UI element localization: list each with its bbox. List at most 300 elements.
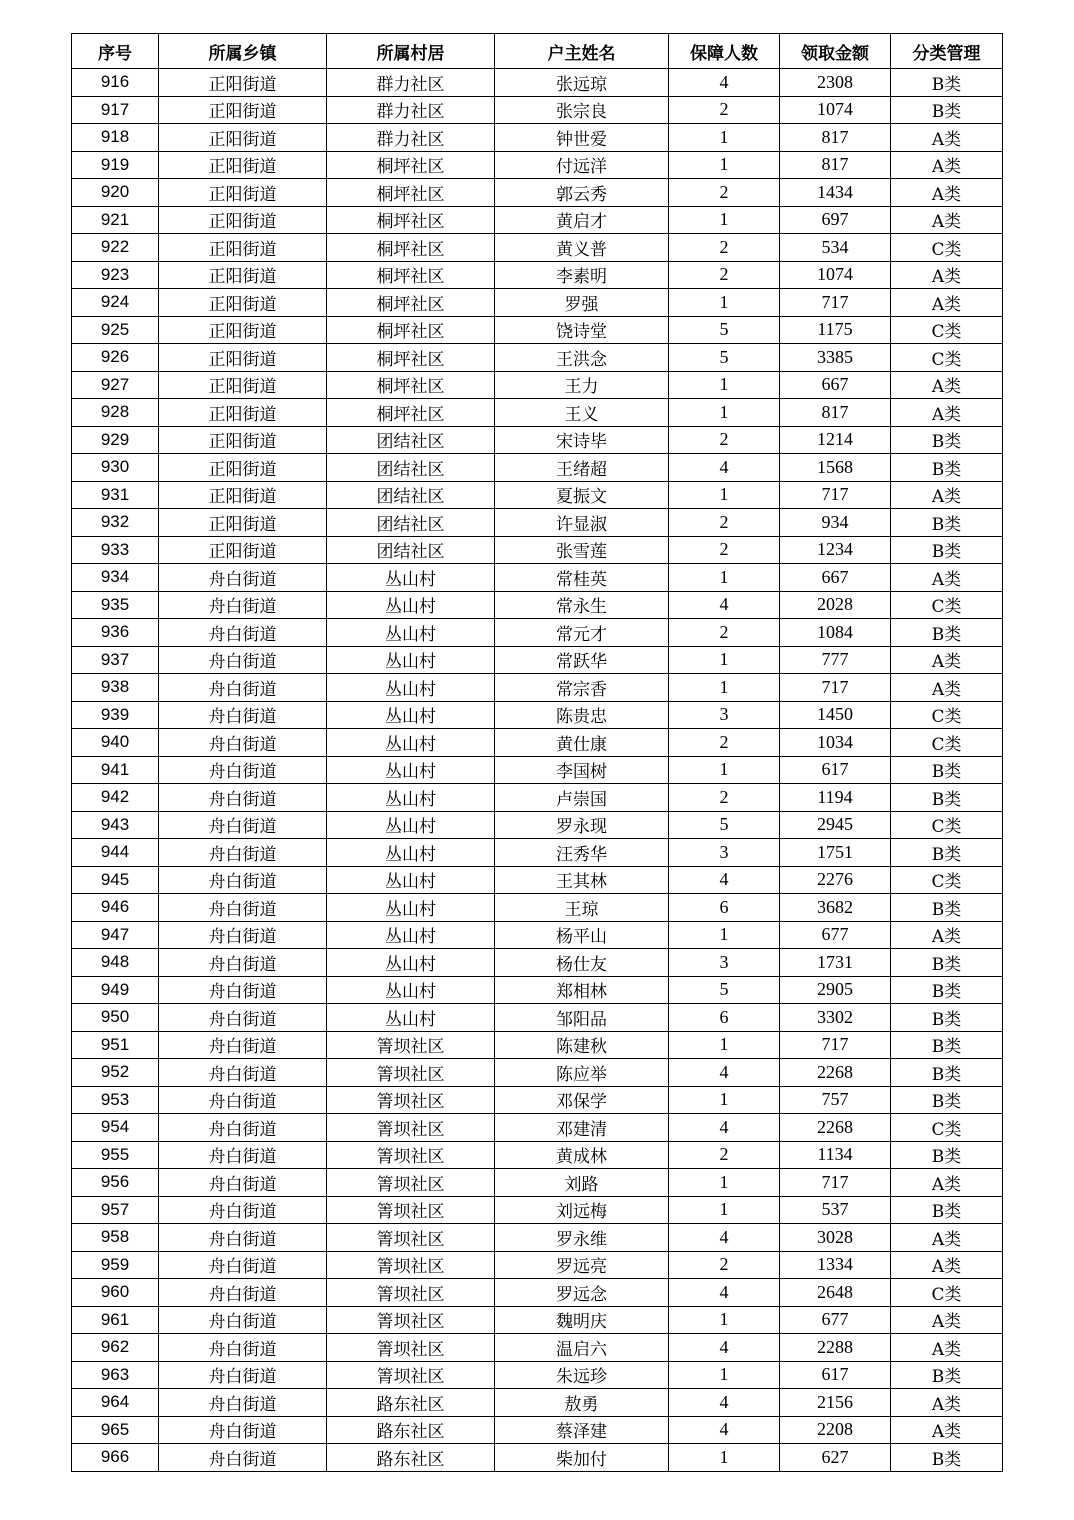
serial-no-cell: 963 — [72, 1361, 159, 1389]
category-cell: A类 — [891, 481, 1003, 509]
amount-cell: 2308 — [780, 69, 891, 97]
amount-cell: 1434 — [780, 179, 891, 207]
table-row — [72, 1114, 1003, 1142]
serial-no-cell: 927 — [72, 371, 159, 399]
amount-cell: 627 — [780, 1444, 891, 1472]
household-head-cell: 蔡泽建 — [495, 1416, 669, 1444]
amount-cell: 2945 — [780, 811, 891, 839]
table-row — [72, 646, 1003, 674]
category-cell: A类 — [891, 921, 1003, 949]
serial-no-cell: 922 — [72, 234, 159, 262]
village-cell: 丛山村 — [327, 839, 495, 867]
village-cell: 丛山村 — [327, 591, 495, 619]
household-head-cell: 黄启才 — [495, 206, 669, 234]
township-cell: 正阳街道 — [159, 371, 327, 399]
table-row — [72, 69, 1003, 97]
township-cell: 舟白街道 — [159, 949, 327, 977]
people-count-cell: 2 — [669, 1141, 780, 1169]
household-head-cell: 常宗香 — [495, 674, 669, 702]
serial-no-cell: 939 — [72, 701, 159, 729]
category-cell: B类 — [891, 619, 1003, 647]
table-row — [72, 866, 1003, 894]
table-row — [72, 234, 1003, 262]
amount-cell: 717 — [780, 481, 891, 509]
household-head-cell: 常永生 — [495, 591, 669, 619]
township-cell: 舟白街道 — [159, 564, 327, 592]
amount-cell: 1074 — [780, 96, 891, 124]
household-head-cell: 钟世爱 — [495, 124, 669, 152]
household-head-cell: 黄仕康 — [495, 729, 669, 757]
table-row — [72, 976, 1003, 1004]
amount-cell: 2648 — [780, 1279, 891, 1307]
township-cell: 舟白街道 — [159, 1196, 327, 1224]
table-row — [72, 756, 1003, 784]
amount-cell: 817 — [780, 124, 891, 152]
category-cell: C类 — [891, 1279, 1003, 1307]
serial-no-cell: 938 — [72, 674, 159, 702]
category-cell: B类 — [891, 1059, 1003, 1087]
village-cell: 桐坪社区 — [327, 261, 495, 289]
people-count-cell: 1 — [669, 921, 780, 949]
household-head-cell: 李国树 — [495, 756, 669, 784]
amount-cell: 1751 — [780, 839, 891, 867]
serial-no-cell: 953 — [72, 1086, 159, 1114]
serial-no-cell: 964 — [72, 1389, 159, 1417]
table-row — [72, 509, 1003, 537]
township-cell: 正阳街道 — [159, 481, 327, 509]
village-cell: 丛山村 — [327, 921, 495, 949]
serial-no-cell: 918 — [72, 124, 159, 152]
category-cell: A类 — [891, 674, 1003, 702]
township-cell: 舟白街道 — [159, 729, 327, 757]
people-count-cell: 6 — [669, 1004, 780, 1032]
category-cell: A类 — [891, 1306, 1003, 1334]
serial-no-cell: 947 — [72, 921, 159, 949]
township-cell: 舟白街道 — [159, 921, 327, 949]
people-count-cell: 4 — [669, 1114, 780, 1142]
village-cell: 群力社区 — [327, 124, 495, 152]
people-count-cell: 2 — [669, 1251, 780, 1279]
table-row — [72, 261, 1003, 289]
people-count-cell: 5 — [669, 316, 780, 344]
household-head-cell: 黄成林 — [495, 1141, 669, 1169]
table-row — [72, 316, 1003, 344]
household-head-cell: 温启六 — [495, 1334, 669, 1362]
category-cell: A类 — [891, 206, 1003, 234]
household-head-cell: 黄义普 — [495, 234, 669, 262]
serial-no-cell: 944 — [72, 839, 159, 867]
serial-no-cell: 928 — [72, 399, 159, 427]
amount-cell: 1450 — [780, 701, 891, 729]
village-cell: 丛山村 — [327, 976, 495, 1004]
table-row — [72, 399, 1003, 427]
table-row — [72, 206, 1003, 234]
serial-no-cell: 941 — [72, 756, 159, 784]
village-cell: 箐坝社区 — [327, 1306, 495, 1334]
category-cell: A类 — [891, 289, 1003, 317]
village-cell: 箐坝社区 — [327, 1169, 495, 1197]
township-cell: 正阳街道 — [159, 179, 327, 207]
amount-cell: 617 — [780, 756, 891, 784]
amount-cell: 1034 — [780, 729, 891, 757]
people-count-cell: 1 — [669, 1169, 780, 1197]
category-cell: B类 — [891, 96, 1003, 124]
township-cell: 舟白街道 — [159, 839, 327, 867]
people-count-cell: 1 — [669, 564, 780, 592]
village-cell: 箐坝社区 — [327, 1059, 495, 1087]
serial-no-cell: 923 — [72, 261, 159, 289]
township-cell: 舟白街道 — [159, 1086, 327, 1114]
household-head-cell: 杨平山 — [495, 921, 669, 949]
category-cell: A类 — [891, 1169, 1003, 1197]
category-cell: A类 — [891, 261, 1003, 289]
serial-no-cell: 933 — [72, 536, 159, 564]
table-row — [72, 454, 1003, 482]
category-cell: A类 — [891, 1334, 1003, 1362]
amount-cell: 1134 — [780, 1141, 891, 1169]
household-head-cell: 许显淑 — [495, 509, 669, 537]
table-row — [72, 1059, 1003, 1087]
category-cell: A类 — [891, 1389, 1003, 1417]
household-head-cell: 敖勇 — [495, 1389, 669, 1417]
amount-cell: 534 — [780, 234, 891, 262]
category-cell: A类 — [891, 1251, 1003, 1279]
people-count-cell: 4 — [669, 866, 780, 894]
amount-cell: 2268 — [780, 1114, 891, 1142]
village-cell: 桐坪社区 — [327, 234, 495, 262]
village-cell: 群力社区 — [327, 69, 495, 97]
village-cell: 团结社区 — [327, 454, 495, 482]
township-cell: 正阳街道 — [159, 124, 327, 152]
village-cell: 路东社区 — [327, 1416, 495, 1444]
table-row — [72, 1306, 1003, 1334]
village-cell: 丛山村 — [327, 949, 495, 977]
township-cell: 舟白街道 — [159, 866, 327, 894]
people-count-cell: 4 — [669, 591, 780, 619]
people-count-cell: 1 — [669, 646, 780, 674]
category-cell: B类 — [891, 426, 1003, 454]
amount-cell: 2268 — [780, 1059, 891, 1087]
people-count-cell: 1 — [669, 399, 780, 427]
people-count-cell: 5 — [669, 976, 780, 1004]
serial-no-cell: 916 — [72, 69, 159, 97]
household-head-cell: 邓建清 — [495, 1114, 669, 1142]
household-head-cell: 付远洋 — [495, 151, 669, 179]
serial-no-cell: 935 — [72, 591, 159, 619]
people-count-cell: 2 — [669, 784, 780, 812]
village-cell: 路东社区 — [327, 1389, 495, 1417]
village-cell: 丛山村 — [327, 756, 495, 784]
category-cell: B类 — [891, 784, 1003, 812]
village-cell: 团结社区 — [327, 426, 495, 454]
people-count-cell: 1 — [669, 289, 780, 317]
township-cell: 舟白街道 — [159, 1169, 327, 1197]
village-cell: 箐坝社区 — [327, 1224, 495, 1252]
serial-no-cell: 946 — [72, 894, 159, 922]
amount-cell: 617 — [780, 1361, 891, 1389]
township-cell: 舟白街道 — [159, 591, 327, 619]
village-cell: 团结社区 — [327, 481, 495, 509]
category-cell: B类 — [891, 1031, 1003, 1059]
amount-cell: 677 — [780, 921, 891, 949]
amount-cell: 3028 — [780, 1224, 891, 1252]
village-cell: 丛山村 — [327, 564, 495, 592]
category-cell: C类 — [891, 234, 1003, 262]
people-count-cell: 1 — [669, 1086, 780, 1114]
amount-cell: 3302 — [780, 1004, 891, 1032]
township-cell: 正阳街道 — [159, 316, 327, 344]
category-cell: C类 — [891, 811, 1003, 839]
household-head-cell: 王绪超 — [495, 454, 669, 482]
village-cell: 桐坪社区 — [327, 344, 495, 372]
township-cell: 舟白街道 — [159, 1141, 327, 1169]
village-cell: 丛山村 — [327, 811, 495, 839]
household-head-cell: 王洪念 — [495, 344, 669, 372]
township-cell: 正阳街道 — [159, 509, 327, 537]
serial-no-cell: 926 — [72, 344, 159, 372]
village-cell: 桐坪社区 — [327, 289, 495, 317]
serial-no-cell: 949 — [72, 976, 159, 1004]
household-head-cell: 罗远亮 — [495, 1251, 669, 1279]
household-head-cell: 郑相林 — [495, 976, 669, 1004]
people-count-cell: 2 — [669, 426, 780, 454]
township-cell: 舟白街道 — [159, 1361, 327, 1389]
township-cell: 正阳街道 — [159, 399, 327, 427]
serial-no-cell: 936 — [72, 619, 159, 647]
header-row — [72, 34, 1003, 69]
amount-cell: 677 — [780, 1306, 891, 1334]
township-cell: 正阳街道 — [159, 69, 327, 97]
amount-cell: 717 — [780, 289, 891, 317]
people-count-cell: 2 — [669, 536, 780, 564]
people-count-cell: 4 — [669, 1279, 780, 1307]
table-row — [72, 1004, 1003, 1032]
village-cell: 箐坝社区 — [327, 1141, 495, 1169]
village-cell: 丛山村 — [327, 619, 495, 647]
category-cell: C类 — [891, 316, 1003, 344]
people-count-cell: 2 — [669, 96, 780, 124]
people-count-cell: 4 — [669, 1416, 780, 1444]
people-count-cell: 1 — [669, 1361, 780, 1389]
category-cell: A类 — [891, 399, 1003, 427]
people-count-cell: 1 — [669, 206, 780, 234]
people-count-cell: 1 — [669, 756, 780, 784]
serial-no-cell: 940 — [72, 729, 159, 757]
household-head-cell: 邹阳品 — [495, 1004, 669, 1032]
table-row — [72, 591, 1003, 619]
serial-no-cell: 952 — [72, 1059, 159, 1087]
township-cell: 舟白街道 — [159, 756, 327, 784]
township-cell: 舟白街道 — [159, 646, 327, 674]
village-cell: 桐坪社区 — [327, 399, 495, 427]
township-cell: 正阳街道 — [159, 151, 327, 179]
amount-cell: 1084 — [780, 619, 891, 647]
people-count-cell: 1 — [669, 124, 780, 152]
serial-no-cell: 957 — [72, 1196, 159, 1224]
people-count-cell: 1 — [669, 1031, 780, 1059]
household-head-cell: 魏明庆 — [495, 1306, 669, 1334]
serial-no-cell: 965 — [72, 1416, 159, 1444]
category-cell: B类 — [891, 1004, 1003, 1032]
amount-cell: 1731 — [780, 949, 891, 977]
township-cell: 舟白街道 — [159, 1224, 327, 1252]
category-cell: B类 — [891, 1361, 1003, 1389]
amount-cell: 817 — [780, 151, 891, 179]
people-count-cell: 1 — [669, 674, 780, 702]
table-row — [72, 371, 1003, 399]
household-head-cell: 陈贵忠 — [495, 701, 669, 729]
township-cell: 正阳街道 — [159, 206, 327, 234]
household-head-cell: 刘路 — [495, 1169, 669, 1197]
amount-cell: 537 — [780, 1196, 891, 1224]
amount-cell: 2028 — [780, 591, 891, 619]
serial-no-cell: 950 — [72, 1004, 159, 1032]
household-head-cell: 陈应举 — [495, 1059, 669, 1087]
table-row — [72, 1031, 1003, 1059]
village-cell: 箐坝社区 — [327, 1114, 495, 1142]
serial-no-cell: 925 — [72, 316, 159, 344]
household-head-cell: 张远琼 — [495, 69, 669, 97]
township-cell: 舟白街道 — [159, 811, 327, 839]
table-row — [72, 784, 1003, 812]
amount-cell: 1334 — [780, 1251, 891, 1279]
table-row — [72, 1169, 1003, 1197]
category-cell: C类 — [891, 866, 1003, 894]
category-cell: B类 — [891, 1196, 1003, 1224]
people-count-cell: 2 — [669, 261, 780, 289]
table-row — [72, 1279, 1003, 1307]
amount-cell: 1234 — [780, 536, 891, 564]
amount-cell: 2905 — [780, 976, 891, 1004]
table-row — [72, 481, 1003, 509]
serial-no-cell: 934 — [72, 564, 159, 592]
table-row — [72, 344, 1003, 372]
header-village: 所属村居 — [327, 34, 495, 69]
people-count-cell: 2 — [669, 729, 780, 757]
township-cell: 正阳街道 — [159, 289, 327, 317]
table-row — [72, 96, 1003, 124]
village-cell: 桐坪社区 — [327, 151, 495, 179]
table-row — [72, 839, 1003, 867]
household-head-cell: 常桂英 — [495, 564, 669, 592]
table-row — [72, 289, 1003, 317]
serial-no-cell: 951 — [72, 1031, 159, 1059]
serial-no-cell: 930 — [72, 454, 159, 482]
category-cell: B类 — [891, 1086, 1003, 1114]
people-count-cell: 1 — [669, 1444, 780, 1472]
household-head-cell: 汪秀华 — [495, 839, 669, 867]
table-row — [72, 1224, 1003, 1252]
township-cell: 舟白街道 — [159, 1416, 327, 1444]
household-head-cell: 王其林 — [495, 866, 669, 894]
village-cell: 桐坪社区 — [327, 206, 495, 234]
serial-no-cell: 937 — [72, 646, 159, 674]
people-count-cell: 4 — [669, 1389, 780, 1417]
township-cell: 舟白街道 — [159, 894, 327, 922]
township-cell: 舟白街道 — [159, 1444, 327, 1472]
relief-roster-table — [71, 33, 1003, 1472]
township-cell: 舟白街道 — [159, 1114, 327, 1142]
table-row — [72, 1444, 1003, 1472]
table-row — [72, 949, 1003, 977]
serial-no-cell: 929 — [72, 426, 159, 454]
township-cell: 正阳街道 — [159, 454, 327, 482]
category-cell: B类 — [891, 839, 1003, 867]
household-head-cell: 饶诗堂 — [495, 316, 669, 344]
table-row — [72, 729, 1003, 757]
village-cell: 箐坝社区 — [327, 1334, 495, 1362]
category-cell: C类 — [891, 1114, 1003, 1142]
table-row — [72, 151, 1003, 179]
category-cell: C类 — [891, 591, 1003, 619]
village-cell: 丛山村 — [327, 701, 495, 729]
category-cell: B类 — [891, 69, 1003, 97]
village-cell: 丛山村 — [327, 866, 495, 894]
table-row — [72, 426, 1003, 454]
serial-no-cell: 920 — [72, 179, 159, 207]
household-head-cell: 罗远念 — [495, 1279, 669, 1307]
household-head-cell: 陈建秋 — [495, 1031, 669, 1059]
household-head-cell: 卢崇国 — [495, 784, 669, 812]
household-head-cell: 郭云秀 — [495, 179, 669, 207]
people-count-cell: 3 — [669, 949, 780, 977]
people-count-cell: 1 — [669, 481, 780, 509]
village-cell: 箐坝社区 — [327, 1361, 495, 1389]
household-head-cell: 罗永维 — [495, 1224, 669, 1252]
village-cell: 团结社区 — [327, 536, 495, 564]
serial-no-cell: 958 — [72, 1224, 159, 1252]
people-count-cell: 1 — [669, 371, 780, 399]
category-cell: A类 — [891, 179, 1003, 207]
category-cell: B类 — [891, 536, 1003, 564]
table-row — [72, 1196, 1003, 1224]
village-cell: 丛山村 — [327, 1004, 495, 1032]
table-row — [72, 1389, 1003, 1417]
amount-cell: 3385 — [780, 344, 891, 372]
table-row — [72, 1361, 1003, 1389]
category-cell: B类 — [891, 509, 1003, 537]
amount-cell: 2208 — [780, 1416, 891, 1444]
category-cell: A类 — [891, 646, 1003, 674]
amount-cell: 717 — [780, 674, 891, 702]
village-cell: 箐坝社区 — [327, 1086, 495, 1114]
table-row — [72, 619, 1003, 647]
household-head-cell: 常跃华 — [495, 646, 669, 674]
category-cell: B类 — [891, 756, 1003, 784]
serial-no-cell: 932 — [72, 509, 159, 537]
amount-cell: 757 — [780, 1086, 891, 1114]
township-cell: 舟白街道 — [159, 784, 327, 812]
category-cell: A类 — [891, 124, 1003, 152]
village-cell: 丛山村 — [327, 646, 495, 674]
people-count-cell: 4 — [669, 454, 780, 482]
amount-cell: 697 — [780, 206, 891, 234]
table-row — [72, 1416, 1003, 1444]
household-head-cell: 王力 — [495, 371, 669, 399]
table-row — [72, 674, 1003, 702]
table-row — [72, 564, 1003, 592]
category-cell: B类 — [891, 454, 1003, 482]
township-cell: 正阳街道 — [159, 344, 327, 372]
serial-no-cell: 917 — [72, 96, 159, 124]
people-count-cell: 1 — [669, 151, 780, 179]
serial-no-cell: 960 — [72, 1279, 159, 1307]
amount-cell: 2156 — [780, 1389, 891, 1417]
household-head-cell: 夏振文 — [495, 481, 669, 509]
amount-cell: 667 — [780, 371, 891, 399]
household-head-cell: 邓保学 — [495, 1086, 669, 1114]
people-count-cell: 6 — [669, 894, 780, 922]
